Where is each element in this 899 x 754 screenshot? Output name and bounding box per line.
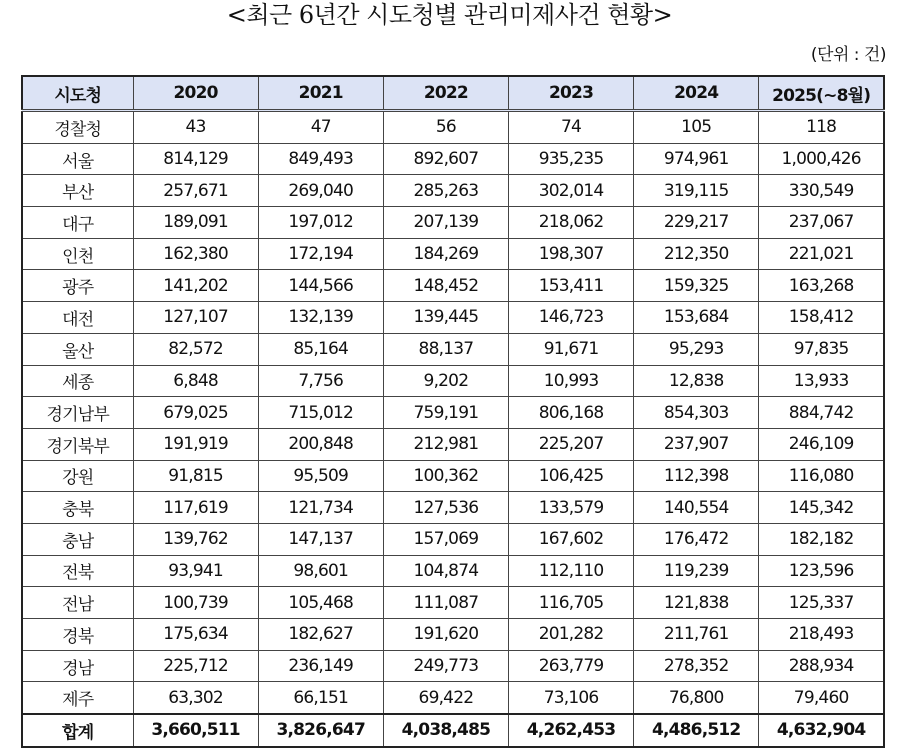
count-cell: 263,779 [508,650,633,682]
count-cell: 4,038,485 [383,714,508,747]
count-cell: 200,848 [258,428,383,460]
header-region: 시도청 [22,76,133,111]
count-cell: 133,579 [508,492,633,524]
count-cell: 236,149 [258,650,383,682]
count-cell: 172,194 [258,238,383,270]
count-cell: 167,602 [508,523,633,555]
count-cell: 1,000,426 [759,143,884,175]
count-cell: 139,762 [133,523,258,555]
count-cell: 105,468 [258,587,383,619]
count-cell: 288,934 [759,650,884,682]
count-cell: 123,596 [759,555,884,587]
count-cell: 146,723 [508,302,633,334]
count-cell: 237,907 [634,428,759,460]
count-cell: 139,445 [383,302,508,334]
region-cell: 광주 [22,270,133,302]
count-cell: 249,773 [383,650,508,682]
count-cell: 201,282 [508,619,633,651]
count-cell: 257,671 [133,175,258,207]
count-cell: 95,293 [634,333,759,365]
count-cell: 47 [258,111,383,144]
count-cell: 82,572 [133,333,258,365]
table-row [22,207,884,239]
count-cell: 158,412 [759,302,884,334]
table-row [22,175,884,207]
count-cell: 229,217 [634,207,759,239]
region-cell: 세종 [22,365,133,397]
count-cell: 211,761 [634,619,759,651]
count-cell: 163,268 [759,270,884,302]
table-header-row [22,76,884,111]
unit-note: (단위 : 건) [810,45,886,65]
region-cell: 경기북부 [22,428,133,460]
table-row [22,650,884,682]
table-row [22,365,884,397]
region-cell: 전북 [22,555,133,587]
count-cell: 95,509 [258,460,383,492]
region-cell: 경기남부 [22,397,133,429]
count-cell: 212,981 [383,428,508,460]
region-cell: 경북 [22,619,133,651]
count-cell: 892,607 [383,143,508,175]
count-cell: 3,826,647 [258,714,383,747]
region-cell: 울산 [22,333,133,365]
count-cell: 106,425 [508,460,633,492]
count-cell: 162,380 [133,238,258,270]
count-cell: 88,137 [383,333,508,365]
region-cell: 대전 [22,302,133,334]
count-cell: 285,263 [383,175,508,207]
count-cell: 93,941 [133,555,258,587]
region-cell: 대구 [22,207,133,239]
count-cell: 4,486,512 [634,714,759,747]
table-row [22,238,884,270]
table-row [22,492,884,524]
count-cell: 13,933 [759,365,884,397]
count-cell: 246,109 [759,428,884,460]
count-cell: 43 [133,111,258,144]
count-cell: 935,235 [508,143,633,175]
region-cell: 충남 [22,523,133,555]
header-year: 2022 [383,76,508,111]
count-cell: 140,554 [634,492,759,524]
count-cell: 207,139 [383,207,508,239]
count-cell: 73,106 [508,682,633,714]
region-cell: 인천 [22,238,133,270]
count-cell: 175,634 [133,619,258,651]
unsolved-cases-table [21,75,885,748]
header-year: 2021 [258,76,383,111]
count-cell: 4,262,453 [508,714,633,747]
count-cell: 63,302 [133,682,258,714]
count-cell: 125,337 [759,587,884,619]
count-cell: 74 [508,111,633,144]
count-cell: 191,919 [133,428,258,460]
region-cell: 서울 [22,143,133,175]
count-cell: 117,619 [133,492,258,524]
count-cell: 225,207 [508,428,633,460]
region-cell: 제주 [22,682,133,714]
table-row [22,428,884,460]
total-row [22,714,884,747]
count-cell: 91,815 [133,460,258,492]
count-cell: 4,632,904 [759,714,884,747]
count-cell: 145,342 [759,492,884,524]
count-cell: 132,139 [258,302,383,334]
count-cell: 974,961 [634,143,759,175]
count-cell: 854,303 [634,397,759,429]
count-cell: 112,110 [508,555,633,587]
count-cell: 218,493 [759,619,884,651]
table-row [22,555,884,587]
count-cell: 182,627 [258,619,383,651]
count-cell: 76,800 [634,682,759,714]
count-cell: 100,739 [133,587,258,619]
count-cell: 191,620 [383,619,508,651]
count-cell: 121,734 [258,492,383,524]
count-cell: 849,493 [258,143,383,175]
count-cell: 159,325 [634,270,759,302]
count-cell: 9,202 [383,365,508,397]
count-cell: 759,191 [383,397,508,429]
count-cell: 184,269 [383,238,508,270]
count-cell: 56 [383,111,508,144]
table-row [22,682,884,714]
count-cell: 3,660,511 [133,714,258,747]
count-cell: 141,202 [133,270,258,302]
count-cell: 144,566 [258,270,383,302]
count-cell: 116,080 [759,460,884,492]
count-cell: 157,069 [383,523,508,555]
table-row [22,619,884,651]
count-cell: 100,362 [383,460,508,492]
count-cell: 97,835 [759,333,884,365]
count-cell: 66,151 [258,682,383,714]
region-cell: 충북 [22,492,133,524]
count-cell: 330,549 [759,175,884,207]
count-cell: 119,239 [634,555,759,587]
count-cell: 121,838 [634,587,759,619]
table-row [22,460,884,492]
count-cell: 79,460 [759,682,884,714]
count-cell: 319,115 [634,175,759,207]
region-cell: 강원 [22,460,133,492]
count-cell: 814,129 [133,143,258,175]
count-cell: 679,025 [133,397,258,429]
document-title: <최근 6년간 시도청별 관리미제사건 현황> [226,1,673,29]
table-row [22,302,884,334]
table-row [22,587,884,619]
count-cell: 105 [634,111,759,144]
header-year: 2025(~8월) [759,76,884,111]
table-row [22,143,884,175]
count-cell: 69,422 [383,682,508,714]
count-cell: 104,874 [383,555,508,587]
count-cell: 7,756 [258,365,383,397]
table-row [22,111,884,144]
region-cell: 경남 [22,650,133,682]
region-cell: 전남 [22,587,133,619]
count-cell: 10,993 [508,365,633,397]
count-cell: 269,040 [258,175,383,207]
count-cell: 176,472 [634,523,759,555]
count-cell: 148,452 [383,270,508,302]
count-cell: 127,107 [133,302,258,334]
header-year: 2020 [133,76,258,111]
table-row [22,523,884,555]
count-cell: 218,062 [508,207,633,239]
count-cell: 147,137 [258,523,383,555]
count-cell: 302,014 [508,175,633,207]
count-cell: 221,021 [759,238,884,270]
count-cell: 118 [759,111,884,144]
count-cell: 111,087 [383,587,508,619]
table-row [22,333,884,365]
count-cell: 715,012 [258,397,383,429]
region-cell: 경찰청 [22,111,133,144]
count-cell: 182,182 [759,523,884,555]
region-cell: 부산 [22,175,133,207]
count-cell: 189,091 [133,207,258,239]
count-cell: 198,307 [508,238,633,270]
count-cell: 116,705 [508,587,633,619]
region-cell: 합계 [22,714,133,747]
table-row [22,397,884,429]
count-cell: 278,352 [634,650,759,682]
count-cell: 237,067 [759,207,884,239]
count-cell: 98,601 [258,555,383,587]
count-cell: 153,411 [508,270,633,302]
count-cell: 884,742 [759,397,884,429]
count-cell: 806,168 [508,397,633,429]
count-cell: 212,350 [634,238,759,270]
count-cell: 85,164 [258,333,383,365]
count-cell: 12,838 [634,365,759,397]
count-cell: 112,398 [634,460,759,492]
table-row [22,270,884,302]
header-year: 2023 [508,76,633,111]
header-year: 2024 [634,76,759,111]
count-cell: 127,536 [383,492,508,524]
count-cell: 91,671 [508,333,633,365]
count-cell: 153,684 [634,302,759,334]
count-cell: 197,012 [258,207,383,239]
count-cell: 225,712 [133,650,258,682]
count-cell: 6,848 [133,365,258,397]
